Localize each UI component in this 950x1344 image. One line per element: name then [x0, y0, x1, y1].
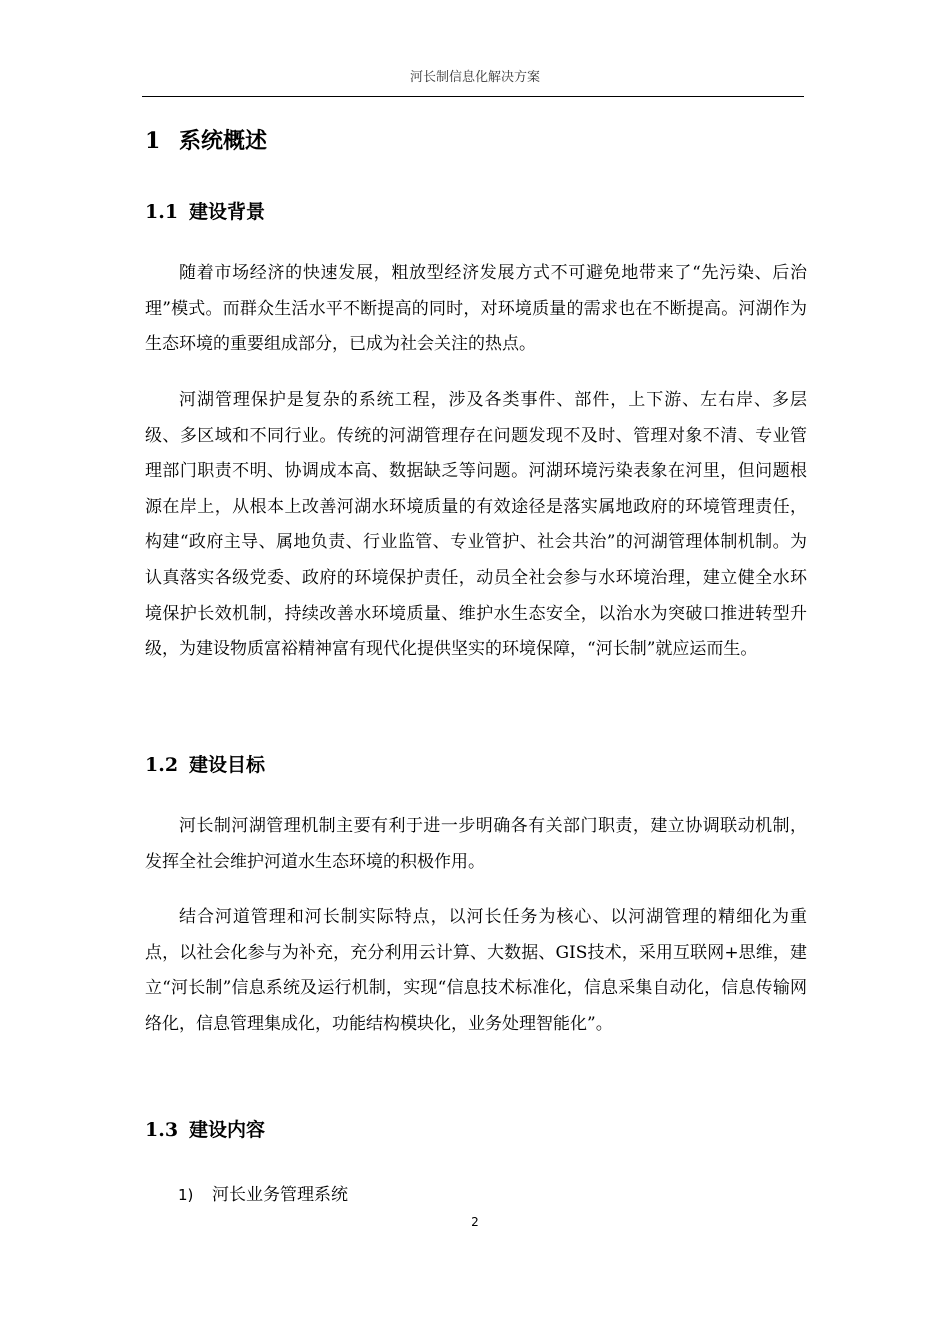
paragraph-background-2: 河湖管理保护是复杂的系统工程，涉及各类事件、部件，上下游、左右岸、多层级、多区域和不同行业。传统的河湖管理存在问题发现不及时、管理对象不清、专业管理部门职责不明、协调成本高、数据缺乏等问题。河湖环境污染表象在河里，但问题根源在岸上，从根本上改善河湖水环境质量的有效途径是落实属地政府的环境管理责任，构建“政府主导、属地负责、行业监管、专业管护、社会共治”的河湖管理体制机制。为认真落实各级党委、政府的环境保护责任，动员全社会参与水环境治理，建立健全水环境保护长效机制，持续改善水环境质量、维护水生态安全，以治水为突破口推进转型升级，为建设物质富裕精神富有现代化提供坚实的环境保障，“河长制”就应运而生。	[145, 390, 807, 660]
section-number: 1.3	[145, 1119, 179, 1141]
chapter-heading	[145, 124, 267, 155]
section-title: 建设内容	[189, 1119, 266, 1141]
paragraph-background-1: 随着市场经济的快速发展，粗放型经济发展方式不可避免地带来了“先污染、后治理”模式。而群众生活水平不断提高的同时，对环境质量的需求也在不断提高。河湖作为生态环境的重要组成部分，已成为社会关注的热点。	[145, 263, 807, 355]
list-item-text: 河长业务管理系统	[212, 1185, 348, 1205]
chapter-title: 系统概述	[179, 129, 268, 154]
section-heading-1-2	[145, 750, 265, 777]
chapter-number: 1	[145, 128, 161, 154]
paragraph-goal-2: 结合河道管理和河长制实际特点，以河长任务为核心、以河湖管理的精细化为重点，以社会化参与为补充，充分利用云计算、大数据、GIS技术，采用互联网+思维，建立“河长制”信息系统及运行机制，实现“信息技术标准化，信息采集自动化，信息传输网络化，信息管理集成化，功能结构模块化，业务处理智能化”。	[145, 907, 807, 1034]
section-title: 建设目标	[189, 754, 266, 776]
paragraph-goal-1: 河长制河湖管理机制主要有利于进一步明确各有关部门职责，建立协调联动机制，发挥全社会维护河道水生态环境的积极作用。	[145, 816, 807, 872]
list-item	[178, 1180, 348, 1205]
section-number: 1.2	[145, 754, 179, 776]
page-number: 2	[471, 1215, 479, 1229]
section-number: 1.1	[145, 201, 179, 223]
list-marker: 1)	[178, 1186, 194, 1204]
section-heading-1-1	[145, 197, 265, 224]
page-header: 河长制信息化解决方案	[409, 70, 540, 85]
section-title: 建设背景	[189, 201, 266, 223]
header-divider	[142, 96, 804, 97]
section-heading-1-3	[145, 1115, 265, 1142]
